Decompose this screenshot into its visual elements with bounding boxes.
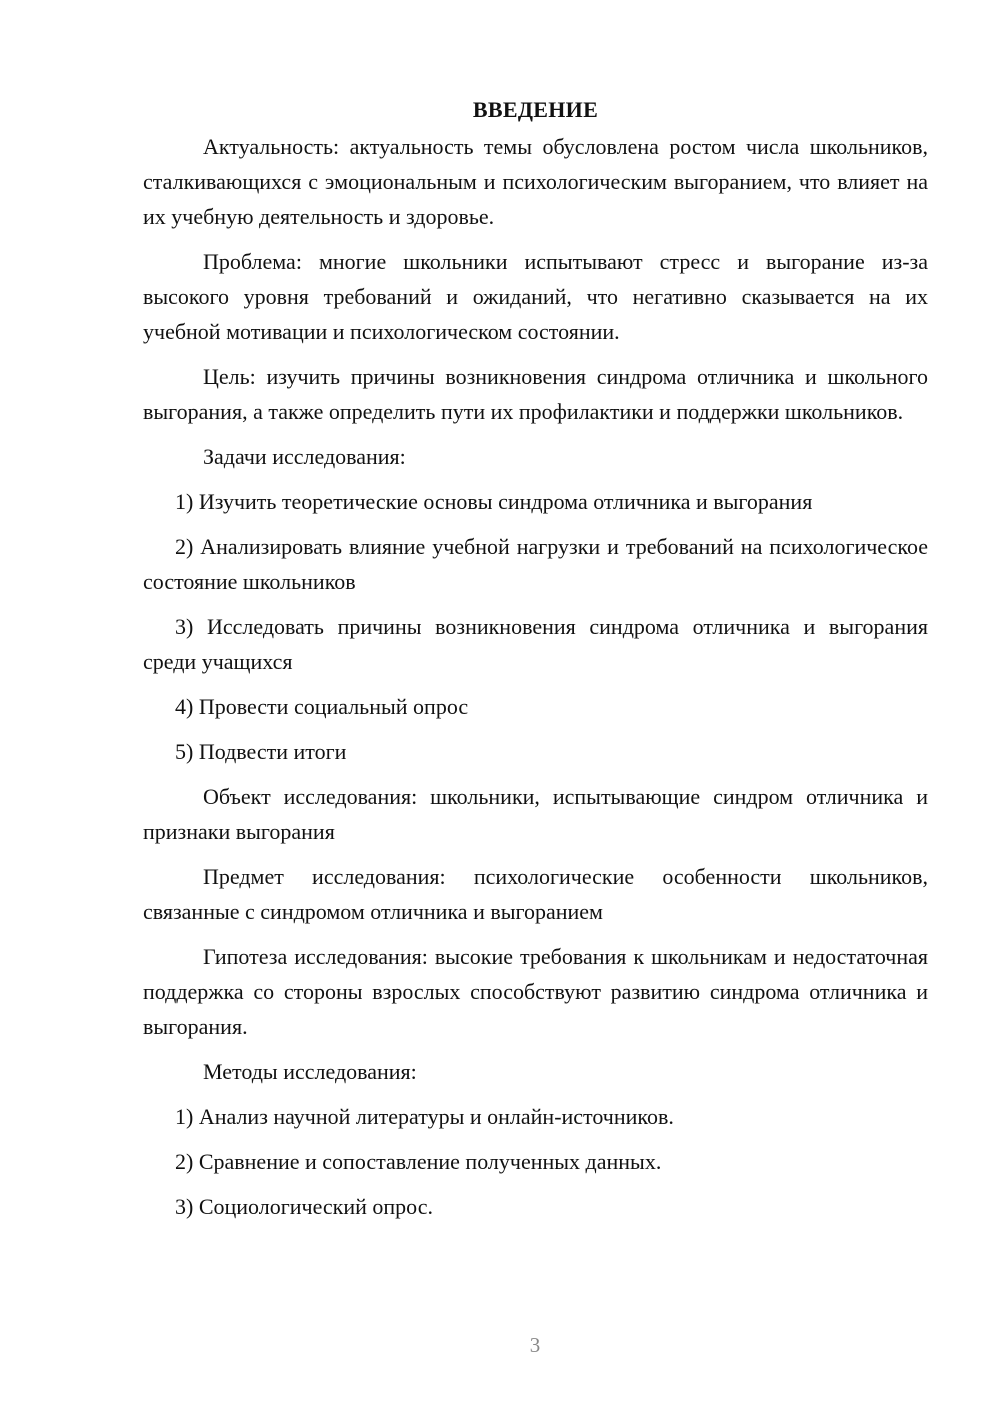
paragraph-hypothesis: Гипотеза исследования: высокие требования к школьникам и недостаточная поддержка со стороны взрослых способствуют развитию синдрома отличника и выгорания. bbox=[143, 944, 928, 1039]
paragraph-methods-heading: Методы исследования: bbox=[203, 1059, 417, 1084]
paragraph-tasks-heading: Задачи исследования: bbox=[203, 444, 406, 469]
task-item-3: 3) Исследовать причины возникновения синдрома отличника и выгорания среди учащихся bbox=[143, 614, 928, 674]
task-item-4: 4) Провести социальный опрос bbox=[175, 694, 469, 719]
paragraph-subject: Предмет исследования: психологические особенности школьников, связанные с синдромом отличника и выгоранием bbox=[143, 864, 928, 924]
paragraph-problem: Проблема: многие школьники испытывают стресс и выгорание из-за высокого уровня требований и ожиданий, что негативно сказывается на их учебной мотивации и психологическом состоянии. bbox=[143, 249, 928, 344]
paragraph-relevance: Актуальность: актуальность темы обусловлена ростом числа школьников, сталкивающихся с эмоциональным и психологическим выгоранием, что влияет на их учебную деятельность и здоровье. bbox=[143, 134, 928, 229]
task-item-5: 5) Подвести итоги bbox=[175, 739, 347, 764]
task-item-1: 1) Изучить теоретические основы синдрома отличника и выгорания bbox=[175, 489, 813, 514]
page-content bbox=[143, 92, 928, 1234]
section-title: ВВЕДЕНИЕ bbox=[472, 97, 599, 122]
method-item-2: 2) Сравнение и сопоставление полученных данных. bbox=[175, 1149, 662, 1174]
page-number: 3 bbox=[529, 1333, 541, 1357]
method-item-1: 1) Анализ научной литературы и онлайн-источников. bbox=[175, 1104, 674, 1129]
task-item-2: 2) Анализировать влияние учебной нагрузки и требований на психологическое состояние школьников bbox=[143, 534, 928, 594]
paragraph-goal: Цель: изучить причины возникновения синдрома отличника и школьного выгорания, а также определить пути их профилактики и поддержки школьников. bbox=[143, 364, 928, 424]
paragraph-object: Объект исследования: школьники, испытывающие синдром отличника и признаки выгорания bbox=[143, 784, 928, 844]
method-item-3: 3) Социологический опрос. bbox=[175, 1194, 433, 1219]
